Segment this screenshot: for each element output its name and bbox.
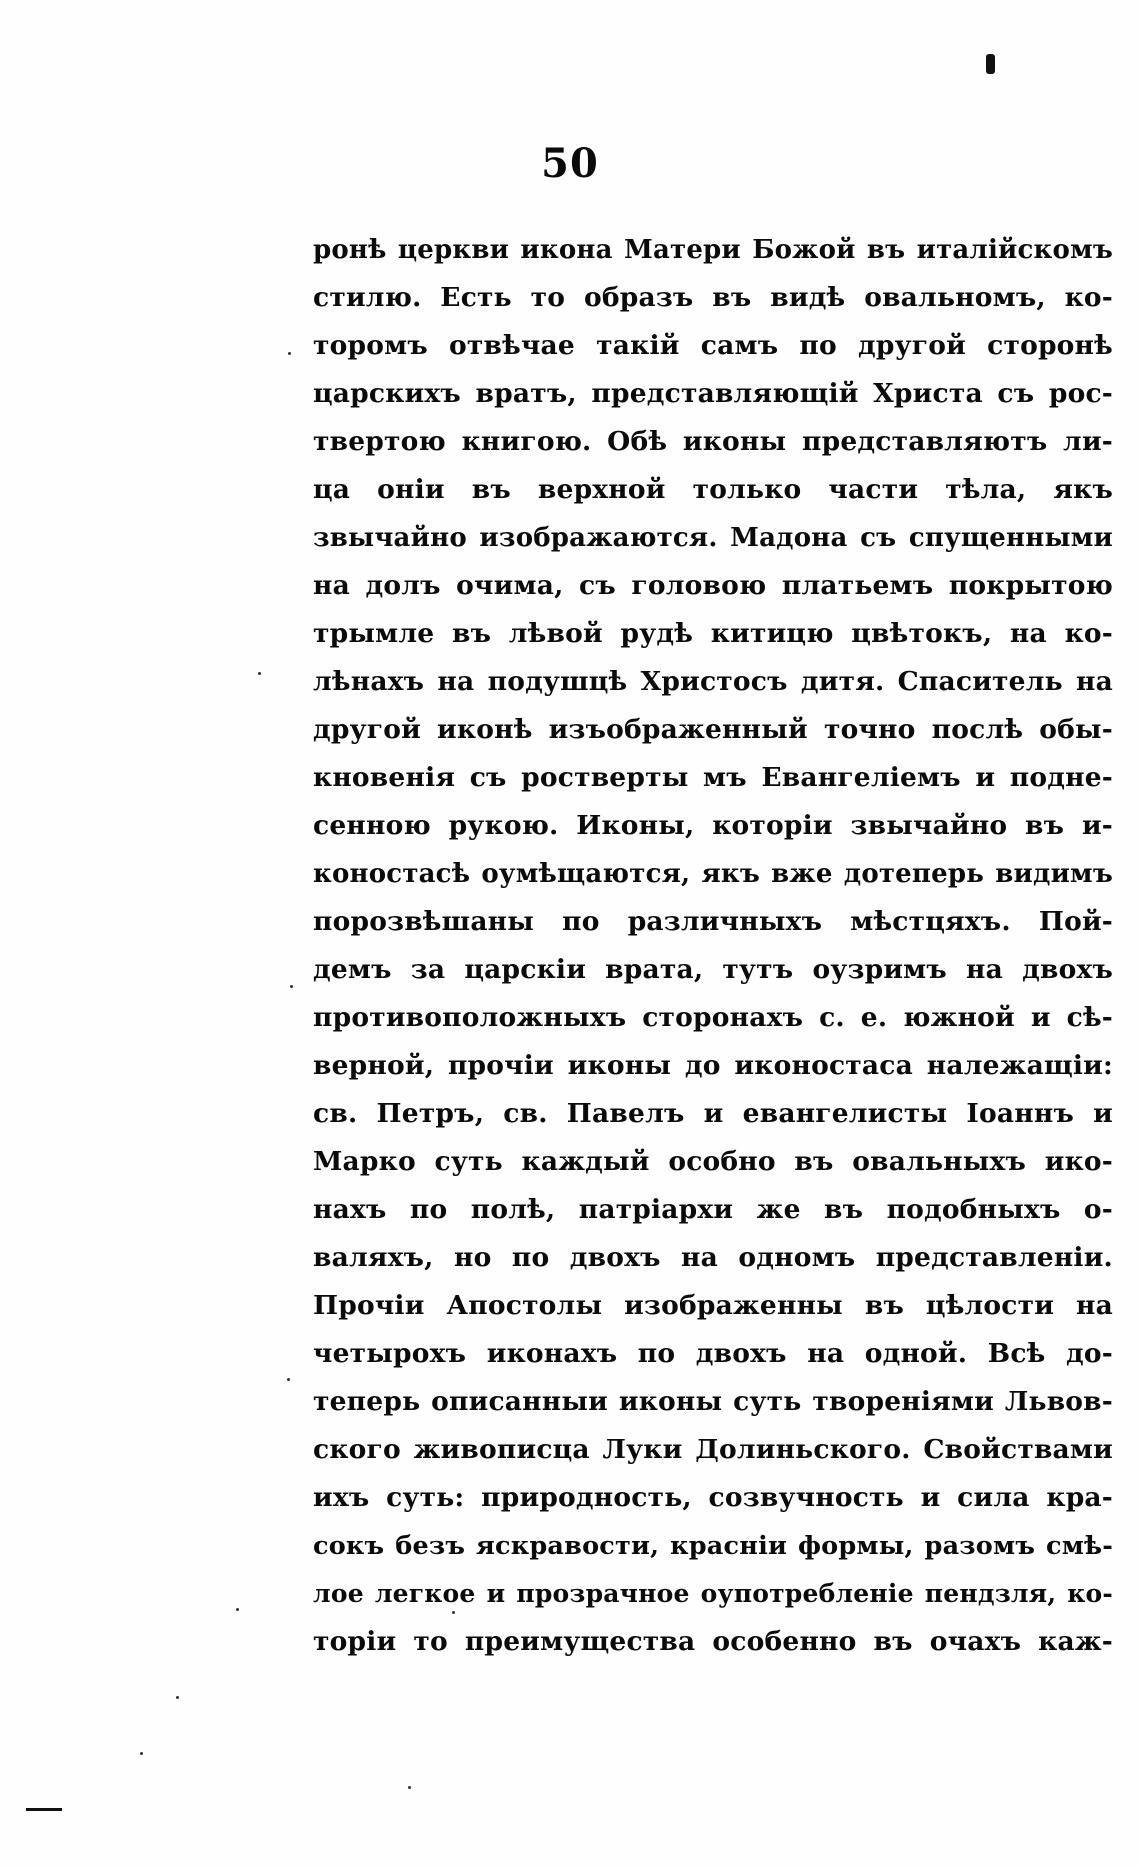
text-line: торіи то преимущества особенно въ очахъ каж- <box>313 1626 1113 1657</box>
text-line: звычайно изображаются. Мадона съ спущенными <box>313 523 1113 553</box>
text-line: царскихъ вратъ, представляющій Христа съ рос- <box>313 378 1113 409</box>
page-number: 50 <box>541 140 599 187</box>
text-line: сенною рукою. Иконы, которіи звычайно въ и- <box>313 810 1113 841</box>
text-line: нахъ по полѣ, патріархи же въ подобныхъ о- <box>313 1194 1113 1225</box>
speck <box>176 1696 179 1699</box>
text-line: Прочіи Апостолы изображенны въ цѣлости на <box>313 1290 1113 1321</box>
text-line: лое легкое и прозрачное оупотребленіе пендзля, ко- <box>313 1579 1113 1608</box>
text-line: св. Петръ, св. Павелъ и евангелисты Іоаннъ и <box>313 1098 1113 1129</box>
text-line: ского живописца Луки Долиньского. Свойствами <box>313 1434 1113 1465</box>
margin-dash <box>26 1808 62 1811</box>
text-line: трымле въ лѣвой рудѣ китицю цвѣтокъ, на ко- <box>313 618 1113 649</box>
speck <box>236 1608 239 1611</box>
speck <box>408 1786 411 1789</box>
text-line: ронѣ церкви икона Матери Божой въ италійскомъ <box>313 235 1113 265</box>
text-line: верной, прочіи иконы до иконостаса належащіи: <box>313 1050 1113 1081</box>
text-line: лѣнахъ на подушцѣ Христосъ дитя. Спаситель на <box>313 666 1113 697</box>
text-line: порозвѣшаны по различныхъ мѣстцяхъ. Пой- <box>313 906 1113 937</box>
text-line: сокъ безъ яскравости, красніи формы, разомъ смѣ- <box>313 1531 1113 1561</box>
text-line: кновенія съ ростверты мъ Евангеліемъ и подне- <box>313 762 1113 793</box>
speck <box>288 352 291 355</box>
speck <box>258 672 261 675</box>
text-line: Марко суть каждый особно въ овальныхъ ико- <box>313 1146 1113 1177</box>
text-line: противоположныхъ сторонахъ с. е. южной и сѣ- <box>313 1002 1113 1033</box>
speck <box>140 1752 143 1755</box>
body-text <box>313 226 1113 1666</box>
text-line: валяхъ, но по двохъ на одномъ представленіи. <box>313 1242 1113 1273</box>
speck <box>290 985 293 988</box>
text-line: другой иконѣ изъображенный точно послѣ обы- <box>313 714 1113 745</box>
text-line: ца оніи въ верхной только части тѣла, якъ <box>313 474 1113 505</box>
ink-mark <box>986 54 995 74</box>
text-line: торомъ отвѣчае такій самъ по другой сторонѣ <box>313 330 1113 361</box>
text-line: стилю. Есть то образъ въ видѣ овальномъ, ко- <box>313 282 1113 313</box>
text-line: четырохъ иконахъ по двохъ на одной. Всѣ до- <box>313 1338 1113 1369</box>
text-line: коностасѣ оумѣщаются, якъ вже дотеперь видимъ <box>313 859 1113 889</box>
text-line: ихъ суть: природность, созвучность и сила кра- <box>313 1482 1113 1513</box>
speck <box>287 1378 290 1381</box>
text-line: твертою книгою. Обѣ иконы представляютъ ли- <box>313 426 1113 457</box>
speck <box>452 1611 455 1614</box>
text-line: на долъ очима, съ головою платьемъ покрытою <box>313 570 1113 601</box>
text-line: демъ за царскіи врата, тутъ оузримъ на двохъ <box>313 954 1113 985</box>
text-line: теперь описанныи иконы суть твореніями Львов- <box>313 1386 1113 1417</box>
